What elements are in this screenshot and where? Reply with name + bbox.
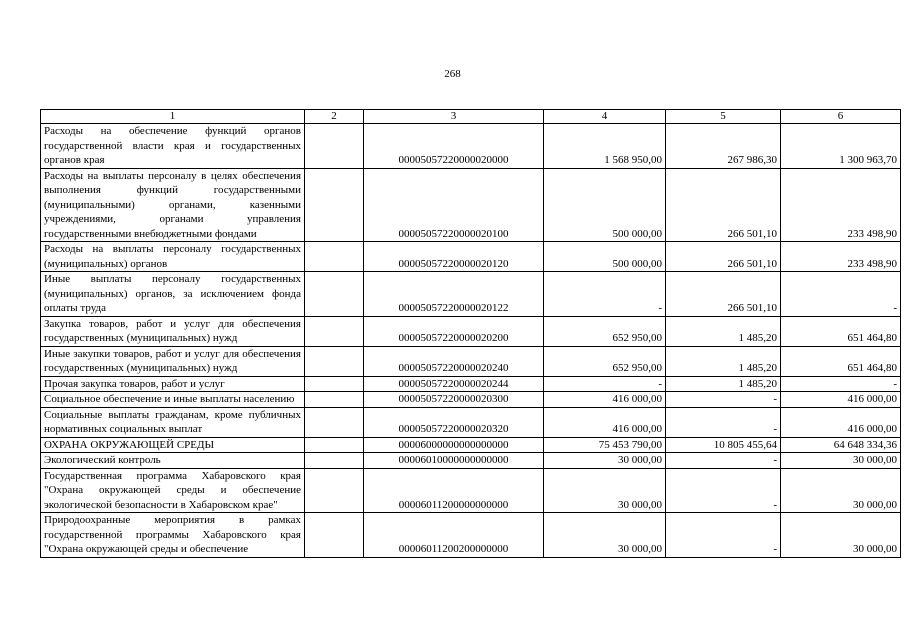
row-description: Государственная программа Хабаровского края "Охрана окружающей среды и обеспечение экологической безопасности в Хабаровском крае": [41, 468, 305, 513]
column-header: 1: [41, 110, 305, 124]
row-col2: [305, 316, 364, 346]
row-remaining: 651 464,80: [781, 346, 901, 376]
table-row: [41, 453, 901, 469]
row-code: 00006011200000000000: [364, 468, 544, 513]
table-row: [41, 242, 901, 272]
row-remaining: 233 498,90: [781, 242, 901, 272]
row-col2: [305, 453, 364, 469]
row-code: 00006000000000000000: [364, 437, 544, 453]
row-executed: 266 501,10: [666, 168, 781, 242]
table-row: [41, 468, 901, 513]
row-executed: 1 485,20: [666, 316, 781, 346]
column-header: 5: [666, 110, 781, 124]
table-body: [41, 124, 901, 558]
row-remaining: 1 300 963,70: [781, 124, 901, 169]
row-planned: -: [544, 376, 666, 392]
row-planned: 416 000,00: [544, 407, 666, 437]
page-number: 268: [444, 68, 461, 80]
row-description: ОХРАНА ОКРУЖАЮЩЕЙ СРЕДЫ: [41, 437, 305, 453]
row-remaining: 233 498,90: [781, 168, 901, 242]
row-executed: 267 986,30: [666, 124, 781, 169]
row-description: Экологический контроль: [41, 453, 305, 469]
table-row: [41, 392, 901, 408]
row-remaining: 416 000,00: [781, 392, 901, 408]
row-executed: 10 805 455,64: [666, 437, 781, 453]
row-planned: 416 000,00: [544, 392, 666, 408]
table-row: [41, 513, 901, 558]
row-remaining: 30 000,00: [781, 513, 901, 558]
row-description: Прочая закупка товаров, работ и услуг: [41, 376, 305, 392]
table-row: [41, 316, 901, 346]
row-code: 00005057220000020240: [364, 346, 544, 376]
row-planned: 652 950,00: [544, 346, 666, 376]
row-description: Закупка товаров, работ и услуг для обеспечения государственных (муниципальных) нужд: [41, 316, 305, 346]
row-col2: [305, 513, 364, 558]
budget-table: [40, 109, 901, 558]
table-row: [41, 376, 901, 392]
row-executed: -: [666, 453, 781, 469]
row-col2: [305, 407, 364, 437]
row-code: 00005057220000020200: [364, 316, 544, 346]
row-code: 00006010000000000000: [364, 453, 544, 469]
row-col2: [305, 437, 364, 453]
row-description: Расходы на выплаты персоналу государственных (муниципальных) органов: [41, 242, 305, 272]
row-remaining: -: [781, 376, 901, 392]
row-remaining: 64 648 334,36: [781, 437, 901, 453]
row-executed: 266 501,10: [666, 242, 781, 272]
row-planned: -: [544, 272, 666, 317]
row-code: 00005057220000020300: [364, 392, 544, 408]
table-header-row: [41, 110, 901, 124]
table-row: [41, 346, 901, 376]
row-executed: -: [666, 407, 781, 437]
row-code: 00005057220000020320: [364, 407, 544, 437]
row-executed: 266 501,10: [666, 272, 781, 317]
row-description: Расходы на выплаты персоналу в целях обеспечения выполнения функций государственными (муниципальными) органами, казенными учреждениями, органами управления государственными внебюджетными фондами: [41, 168, 305, 242]
row-description: Природоохранные мероприятия в рамках государственной программы Хабаровского края "Охрана окружающей среды и обеспечение: [41, 513, 305, 558]
row-col2: [305, 392, 364, 408]
row-description: Иные закупки товаров, работ и услуг для обеспечения государственных (муниципальных) нужд: [41, 346, 305, 376]
column-header: 2: [305, 110, 364, 124]
table-row: [41, 272, 901, 317]
row-remaining: 416 000,00: [781, 407, 901, 437]
row-remaining: -: [781, 272, 901, 317]
row-remaining: 651 464,80: [781, 316, 901, 346]
table-row: [41, 407, 901, 437]
row-code: 00005057220000020244: [364, 376, 544, 392]
row-description: Социальное обеспечение и иные выплаты населению: [41, 392, 305, 408]
row-executed: 1 485,20: [666, 346, 781, 376]
row-planned: 30 000,00: [544, 468, 666, 513]
row-col2: [305, 272, 364, 317]
row-planned: 500 000,00: [544, 168, 666, 242]
row-code: 00005057220000020120: [364, 242, 544, 272]
row-description: Расходы на обеспечение функций органов государственной власти края и государственных органов края: [41, 124, 305, 169]
row-col2: [305, 242, 364, 272]
row-description: Социальные выплаты гражданам, кроме публичных нормативных социальных выплат: [41, 407, 305, 437]
row-col2: [305, 376, 364, 392]
table-row: [41, 437, 901, 453]
column-header: 6: [781, 110, 901, 124]
row-description: Иные выплаты персоналу государственных (муниципальных) органов, за исключением фонда оплаты труда: [41, 272, 305, 317]
row-col2: [305, 124, 364, 169]
row-executed: -: [666, 513, 781, 558]
row-planned: 30 000,00: [544, 453, 666, 469]
row-code: 00005057220000020000: [364, 124, 544, 169]
row-executed: 1 485,20: [666, 376, 781, 392]
row-planned: 500 000,00: [544, 242, 666, 272]
row-planned: 75 453 790,00: [544, 437, 666, 453]
column-header: 3: [364, 110, 544, 124]
row-code: 00005057220000020100: [364, 168, 544, 242]
column-header: 4: [544, 110, 666, 124]
row-planned: 652 950,00: [544, 316, 666, 346]
table-row: [41, 124, 901, 169]
row-remaining: 30 000,00: [781, 453, 901, 469]
row-executed: -: [666, 468, 781, 513]
row-code: 00006011200200000000: [364, 513, 544, 558]
row-col2: [305, 468, 364, 513]
row-planned: 1 568 950,00: [544, 124, 666, 169]
row-col2: [305, 346, 364, 376]
row-executed: -: [666, 392, 781, 408]
table-row: [41, 168, 901, 242]
row-code: 00005057220000020122: [364, 272, 544, 317]
row-planned: 30 000,00: [544, 513, 666, 558]
row-remaining: 30 000,00: [781, 468, 901, 513]
row-col2: [305, 168, 364, 242]
